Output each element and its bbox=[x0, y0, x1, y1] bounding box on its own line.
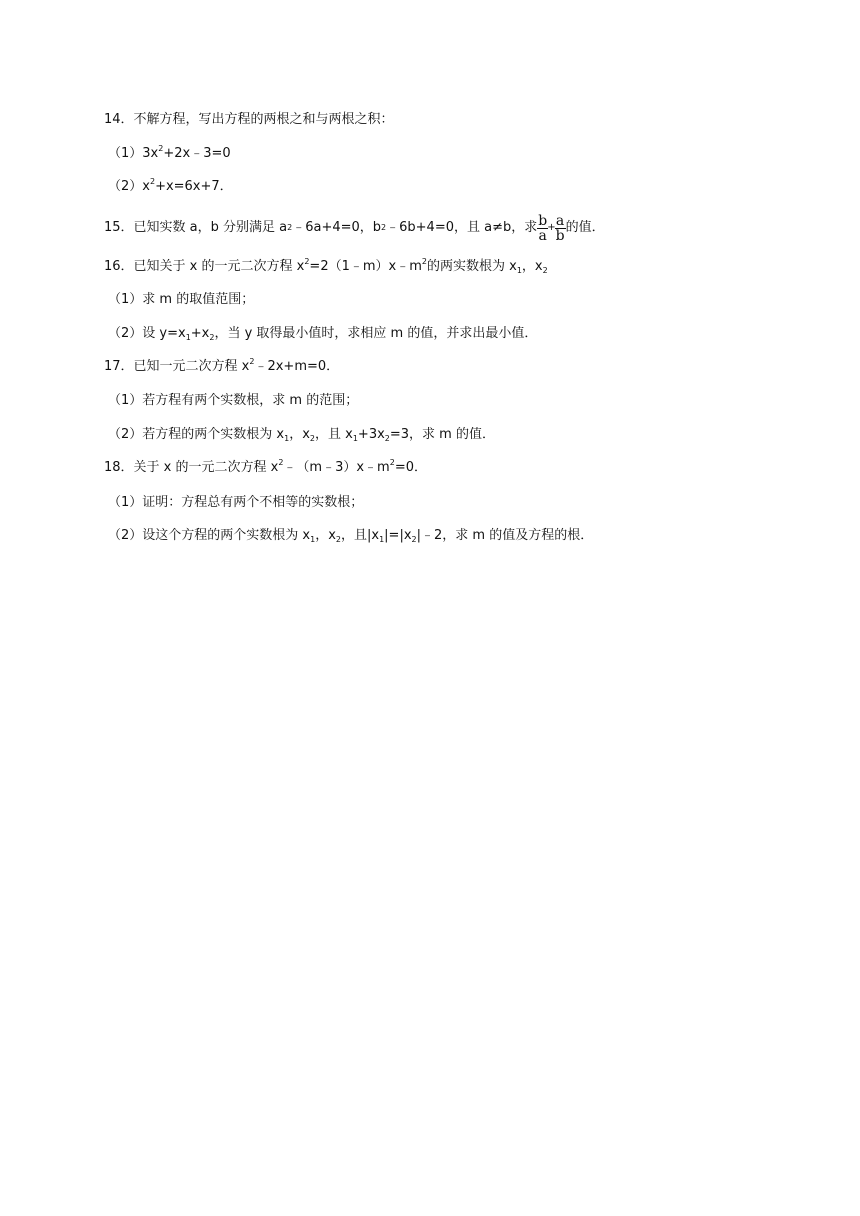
q18-part1: （1）证明：方程总有两个不相等的实数根； bbox=[108, 495, 364, 510]
fraction-b-over-a: $\frac{b}{a}$ bbox=[538, 212, 548, 244]
q16-stem: 16．已知关于 x 的一元二次方程 $x^2=2(1﹣m)x﹣m^2$的两实数根为 $x_1$，$x_2$ bbox=[104, 257, 548, 275]
q14-part1: $(1)3x^2+2x﹣3=0$ bbox=[108, 144, 231, 161]
q17-part1: （1）若方程有两个实数根，求 m 的范围； bbox=[108, 393, 359, 408]
q18-part2: （2）设这个方程的两个实数根为 $x_1$，$x_2$，且$|x_1|=|x_2|﹣2$，求 m 的值及方程的根． bbox=[108, 528, 594, 544]
q18-stem: 18．关于 x 的一元二次方程 $x^2﹣(m﹣3)x﹣m^2=0$． bbox=[104, 458, 427, 475]
q17-stem: 17．已知一元二次方程 $x^2﹣2x+m=0$． bbox=[104, 357, 340, 374]
q15-stem: 15．已知实数 a，b 分别满足 a 2 ﹣6a+4=0，b 2 ﹣6b+4=0，且 a≠b，求 $\frac{b}{a}$ + $\frac{a}{b}$ 的值． bbox=[104, 212, 605, 244]
q14-stem: 14．不解方程，写出方程的两根之和与两根之积： bbox=[104, 112, 394, 127]
fraction-a-over-b: $\frac{a}{b}$ bbox=[555, 212, 565, 244]
q16-part2: （2）设 $y=x_1+x_2$，当 y 取得最小值时，求相应 m 的值，并求出最小值． bbox=[108, 326, 538, 342]
q16-part1: （1）求 m 的取值范围； bbox=[108, 292, 255, 307]
q17-part2: （2）若方程的两个实数根为 $x_1$，$x_2$，且 $x_1+3x_2=3$，求 m 的值． bbox=[108, 427, 495, 443]
q14-part2: $(2)x^2+x=6x+7$． bbox=[108, 177, 233, 194]
